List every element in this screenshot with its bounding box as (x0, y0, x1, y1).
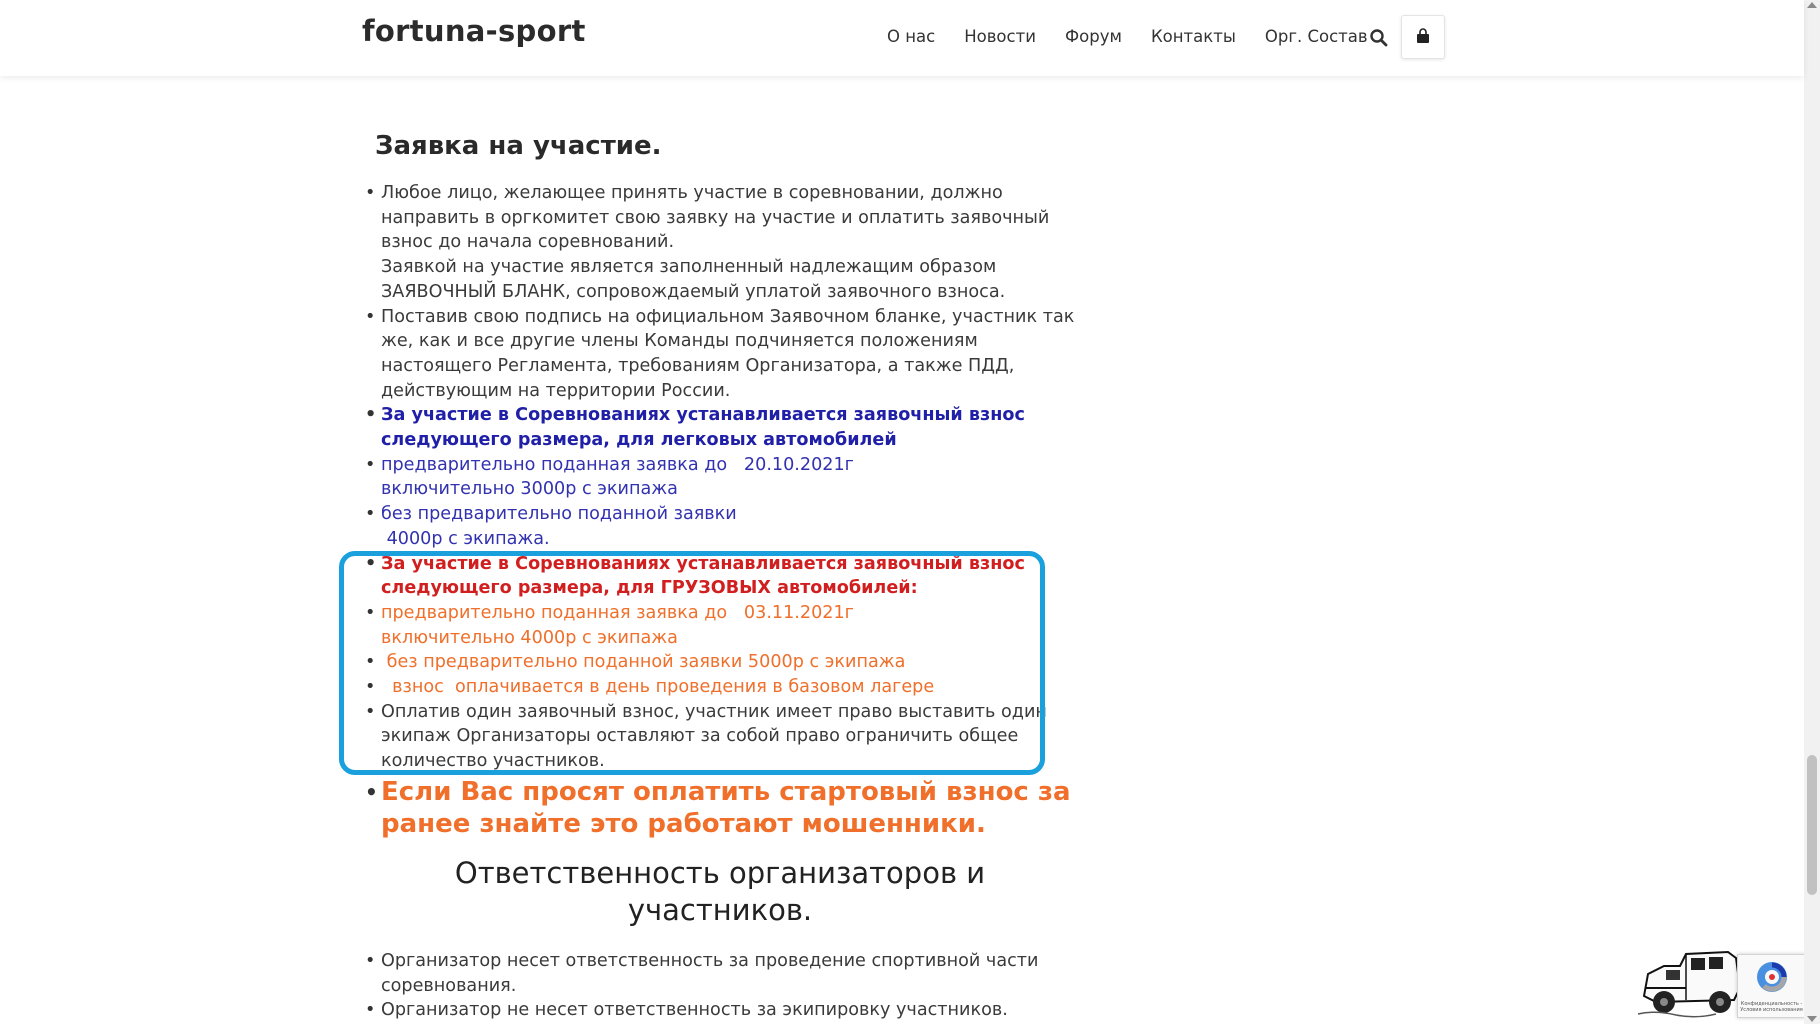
list-item (362, 700, 1082, 774)
list-item-text: Поставив свою подпись на официальном Заявочном бланке, участник так же, как и все другие члены Команды подчиняется положениям настоящего Регламента, требованиям Организатора, а также ПДД, действующим на территории России. (381, 306, 1075, 401)
scroll-thumb[interactable] (1807, 755, 1817, 895)
list-item-truck-fee-early (362, 601, 1082, 650)
list-item-text: Любое лицо, желающее принять участие в соревновании, должно направить в оргкомитет свою заявку на участие и оплатить заявочный взнос до начала соревнований. (381, 183, 1050, 253)
list-item-car-fee-early (362, 453, 1082, 502)
list-item-text: включительно 4000р с экипажа (381, 627, 678, 648)
recaptcha-badge[interactable] (1737, 954, 1806, 1018)
page-scrollbar[interactable] (1804, 0, 1820, 1024)
list-item-text: без предварительно поданной заявки 5000р с экипажа (381, 652, 906, 673)
list-item-text: Организатор не несет ответственность за экипировку участников. (381, 1000, 1008, 1021)
list-item (362, 305, 1082, 404)
list-item-text: За участие в Соревнованиях устанавливается заявочный взнос следующего размера, для ГРУЗОВЫХ автомобилей: (381, 553, 1025, 599)
application-rules-list (362, 181, 1082, 774)
nav-item-news[interactable]: Новости (964, 27, 1036, 46)
nav-item-org-staff[interactable]: Орг. Состав (1264, 27, 1368, 46)
list-item-text: Заявкой на участие является заполненный надлежащим образом ЗАЯВОЧНЫЙ БЛАНК, сопровождаемый уплатой заявочного взноса. (381, 257, 1006, 302)
list-item-car-fee-late (362, 502, 1082, 551)
search-icon[interactable] (1369, 28, 1389, 48)
list-item-truck-fee-heading (362, 552, 1082, 601)
nav-item-forum[interactable]: Форум (1064, 27, 1122, 46)
scroll-up-icon[interactable] (1807, 2, 1817, 8)
list-item-text: Организатор несет ответственность за проведение спортивной части соревнования. (381, 951, 1039, 996)
list-item-text: предварительно поданная заявка до 20.10.2021г (381, 454, 854, 475)
list-item-text: Оплатив один заявочный взнос, участник имеет право выставить один экипаж Организаторы оставляют за собой право ограничить общее количество участников. (381, 701, 1047, 772)
recaptcha-icon (1754, 959, 1790, 995)
nav-item-contacts[interactable]: Контакты (1150, 27, 1236, 46)
recaptcha-text[interactable]: Конфиденциальность - Условия использования (1740, 1001, 1803, 1013)
fraud-warning: • Если Вас просят оплатить стартовый взнос за ранее знайте это работают мошенники. (362, 776, 1082, 840)
nav-item-about[interactable]: О нас (887, 27, 936, 46)
list-item-text: взнос оплачивается в день проведения в базовом лагере (381, 677, 935, 698)
site-logo[interactable]: fortuna-sport (362, 14, 586, 48)
section-title-responsibility: Ответственность организаторов и участников. (454, 856, 986, 927)
cart-button[interactable] (1401, 15, 1445, 59)
truck-image (1636, 944, 1748, 1020)
list-item-car-fee-heading (362, 403, 1082, 452)
list-item-text: предварительно поданная заявка до 03.11.2021г (381, 602, 854, 623)
list-item (362, 181, 1082, 305)
shopping-bag-icon (1415, 28, 1431, 44)
list-item (362, 949, 1082, 998)
site-header (0, 0, 1804, 76)
list-item-text: 4000р с экипажа. (381, 528, 550, 549)
main-nav (887, 27, 1397, 46)
list-item (362, 998, 1082, 1023)
list-item-fee-payment-day (362, 675, 1082, 700)
list-item-text: без предварительно поданной заявки (381, 504, 737, 525)
scroll-down-icon[interactable] (1807, 1016, 1817, 1022)
list-item-text: включительно 3000р с экипажа (381, 479, 678, 500)
list-item-text: За участие в Соревнованиях устанавливается заявочный взнос следующего размера, для легковых автомобилей (381, 405, 1025, 451)
list-item-truck-fee-late (362, 650, 1082, 675)
section-title-application: Заявка на участие. (375, 131, 662, 161)
responsibility-list (362, 949, 1082, 1023)
